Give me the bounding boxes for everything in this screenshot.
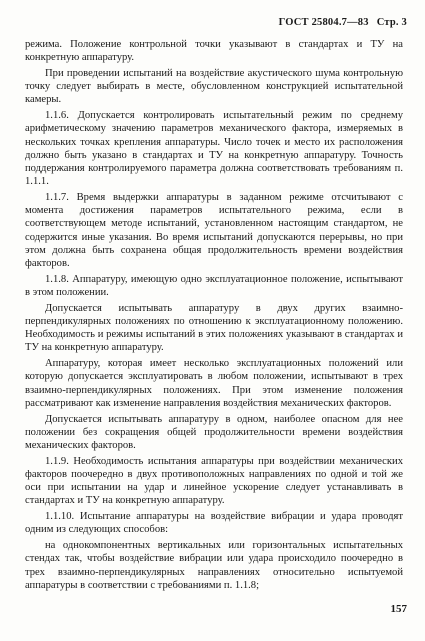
paragraph: 1.1.10. Испытание аппаратуры на воздействие вибрации и удара проводят одним из следующих способов: — [25, 511, 403, 536]
paragraph: Аппаратуру, которая имеет несколько эксплуатационных положений или которую допускается эксплуатировать в любом положении, испытывают в трех взаимно-перпендикулярных положениях. При этом изменение положения рассматривают как изменение направления воздействия механических факторов. — [25, 358, 403, 409]
paragraph: 1.1.7. Время выдержки аппаратуры в заданном режиме отсчитывают с момента достижения параметров испытательного режима, если в соответствующем методе испытаний, установленном настоящим стандартом, не содержится иные указания. Во время испытаний допускаются перерывы, но при этом должна быть сохранена общая продолжительность времени воздействия факторов. — [25, 192, 403, 270]
page-number: 157 — [390, 603, 407, 615]
body-text — [25, 38, 403, 595]
page-label: Стр. 3 — [376, 17, 407, 28]
page-header — [279, 17, 407, 28]
paragraph: режима. Положение контрольной точки указывают в стандартах и ТУ на конкретную аппаратуру. — [25, 39, 403, 64]
paragraph: Допускается испытывать аппаратуру в одном, наиболее опасном для нее положении без сокращения общей продолжительности времени воздействия механических факторов. — [25, 413, 403, 452]
paragraph: 1.1.9. Необходимость испытания аппаратуры при воздействии механических факторов поочередно в двух противоположных направлениях по одной и той же оси при испытании на удар и линейное ускорение следует устанавливать в стандартах и ТУ на конкретную аппаратуру. — [25, 455, 403, 507]
standard-number: ГОСТ 25804.7—83 — [278, 17, 369, 28]
paragraph: Допускается испытывать аппаратуру в двух других взаимно-перпендикулярных положениях по отношению к эксплуатационному положению. Необходимость и режимы испытаний в этих положениях указывают в стандартах и ТУ на конкретную аппаратуру. — [25, 302, 403, 354]
paragraph: на однокомпонентных вертикальных или горизонтальных испытательных стендах так, чтобы воздействие вибрации или удара происходило поочередно в трех взаимно-перпендикулярных направлениях относительно испытуемой аппаратуры в соответствии с требованиями п. 1.1.8; — [25, 540, 403, 591]
paragraph: 1.1.8. Аппаратуру, имеющую одно эксплуатационное положение, испытывают в этом положении. — [25, 273, 403, 299]
paragraph: При проведении испытаний на воздействие акустического шума контрольную точку следует выбирать в месте, обусловленном конструкцией испытательной камеры. — [25, 68, 403, 106]
paragraph: 1.1.6. Допускается контролировать испытательный режим по среднему арифметическому значению параметров механического фактора, измеряемых в нескольких точках крепления аппаратуры. Число точек и место их расположения должно быть указано в стандартах и ТУ на конкретную аппаратуру. Точность поддержания контролируемого параметра должна соответствовать требованиям п. 1.1.1. — [25, 110, 403, 188]
